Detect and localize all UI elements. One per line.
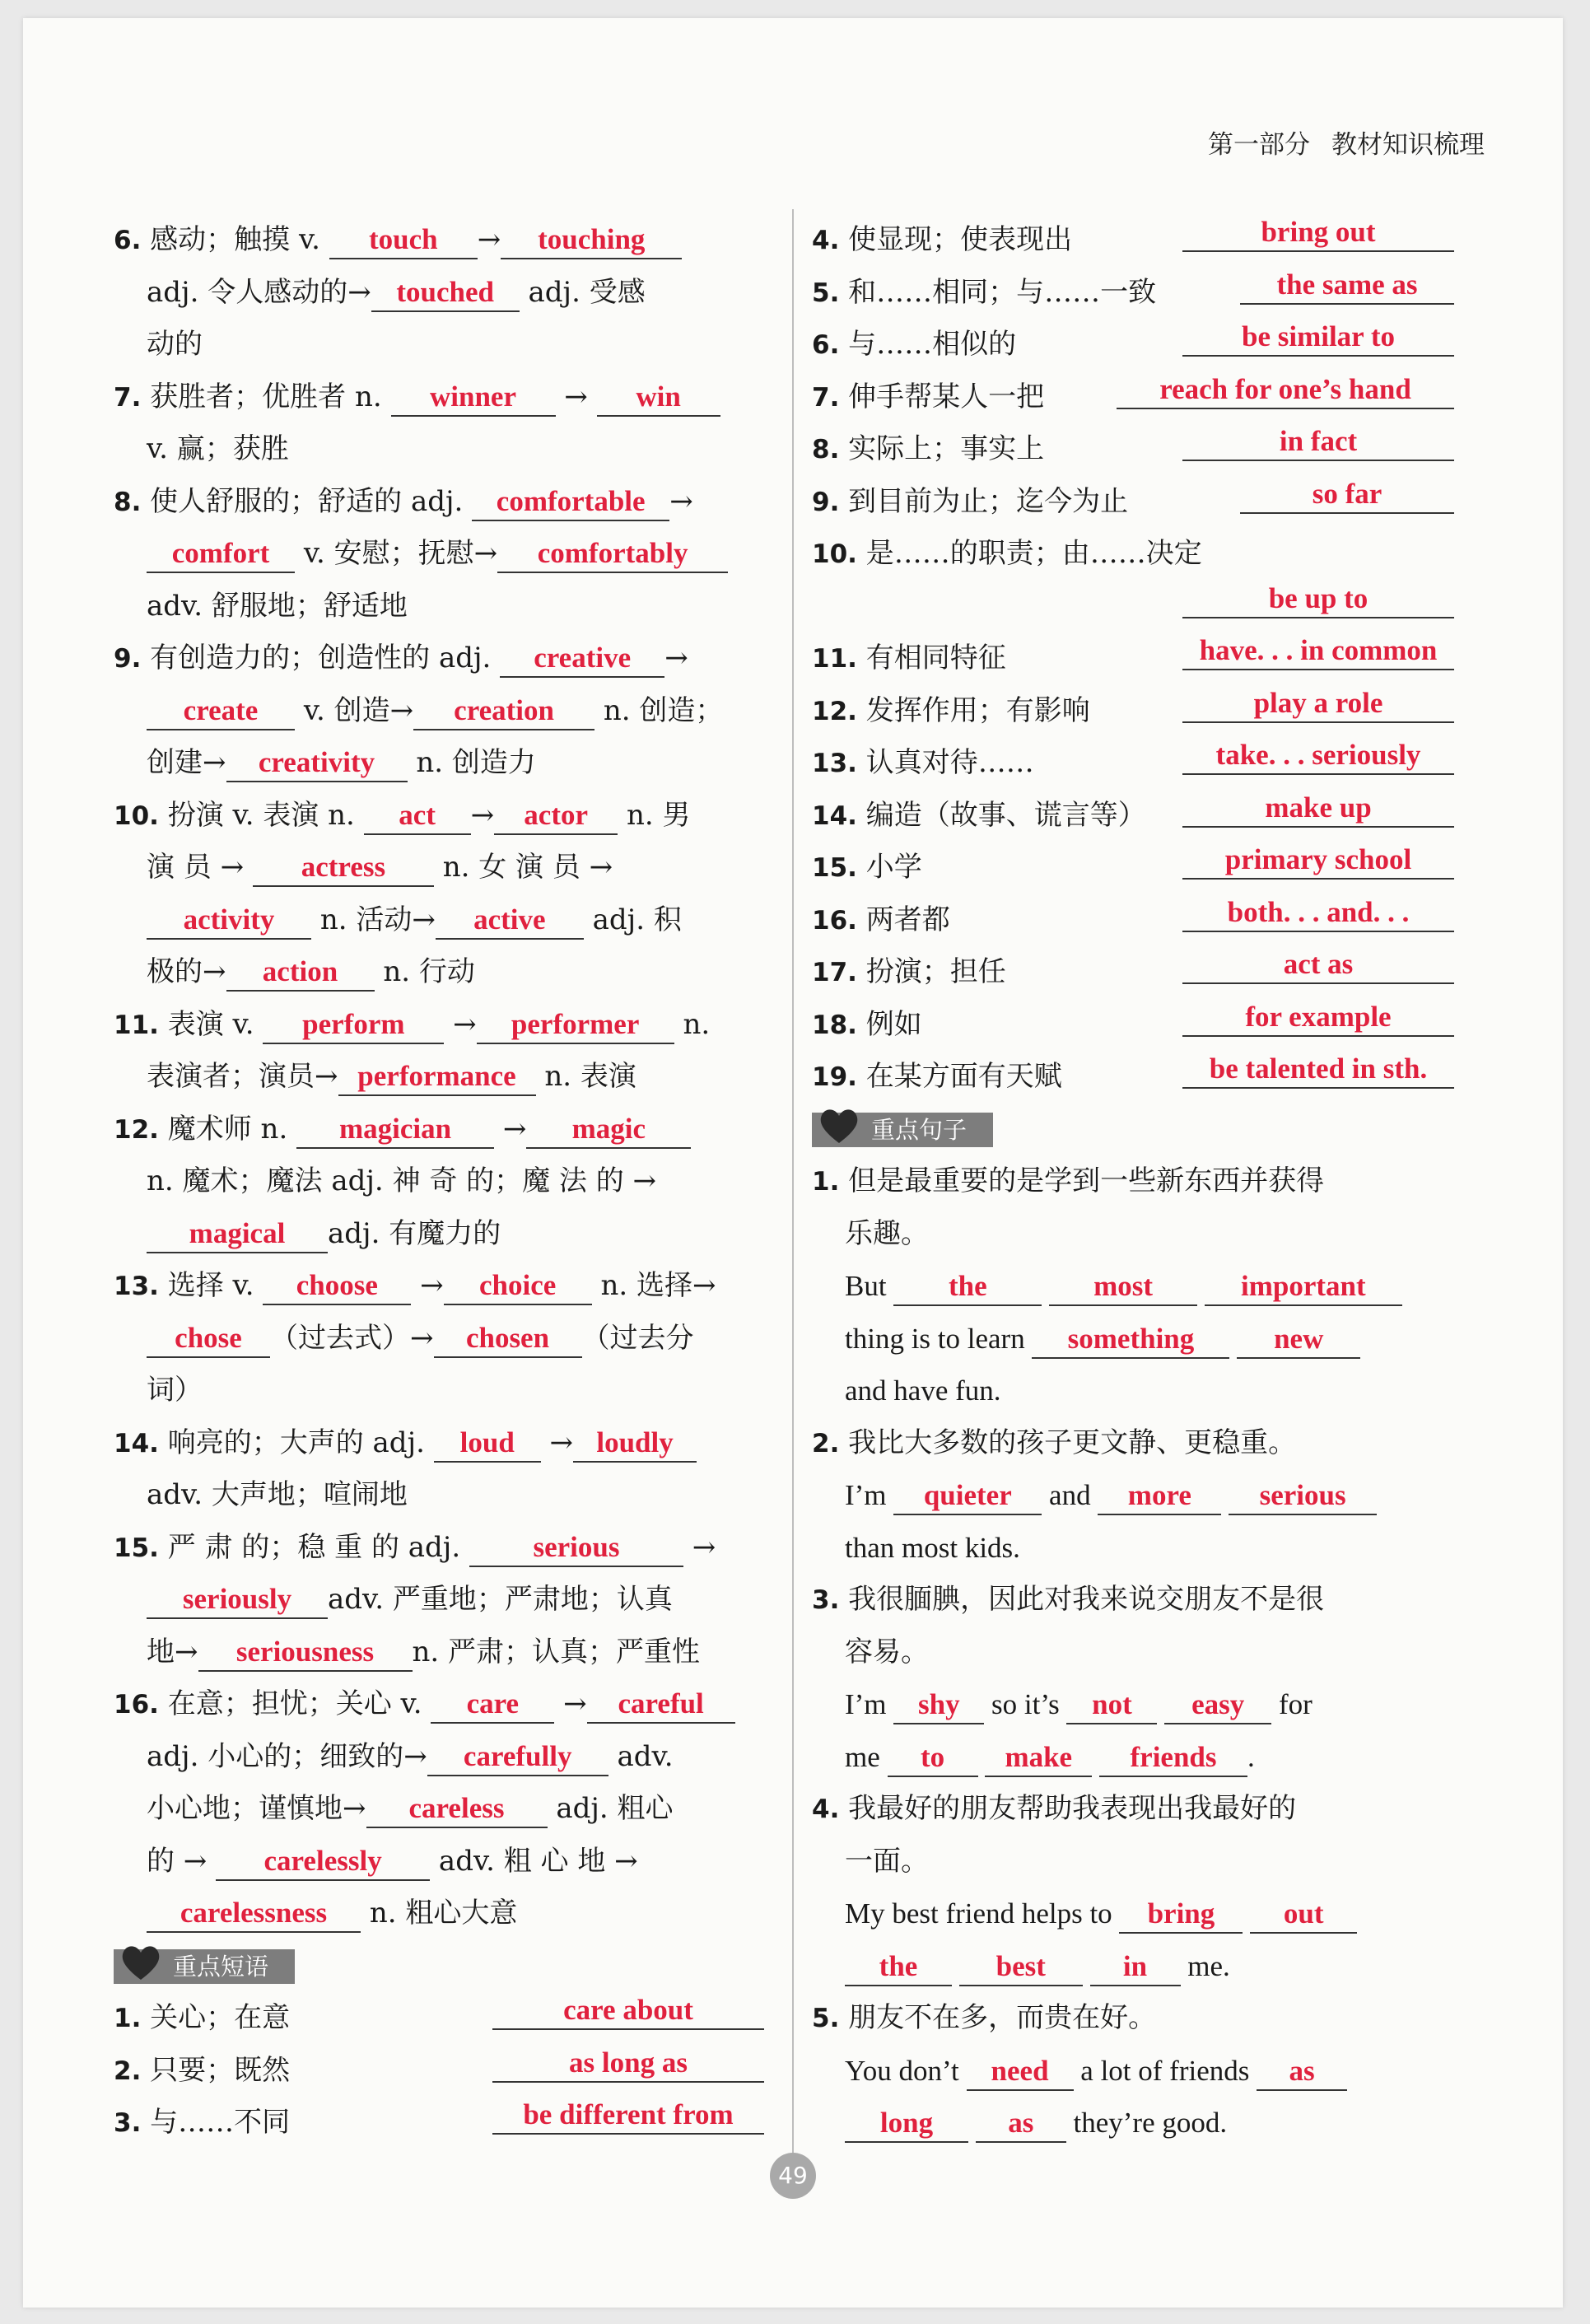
item-text: （过去式）→ — [270, 1321, 434, 1355]
item-number: 15. — [812, 853, 857, 883]
answer-blank: most — [1049, 1268, 1197, 1306]
answer-blank: as long as — [492, 2045, 764, 2083]
sentence-item-5-line2 — [812, 2045, 1454, 2098]
answer-blank: act as — [1182, 946, 1454, 984]
item-number: 8. — [114, 487, 142, 517]
item-text: 动的 — [147, 328, 203, 361]
answer-blank: actor — [494, 797, 618, 835]
word-item-12-line3 — [114, 1208, 764, 1261]
answer-blank: so far — [1240, 476, 1454, 514]
item-text: n. 男 — [626, 798, 691, 832]
answer-blank: primary school — [1182, 842, 1454, 880]
sentence-english: You don’t — [845, 2054, 959, 2087]
answer-blank: make — [985, 1739, 1092, 1777]
answer-blank: be similar to — [1182, 319, 1454, 357]
answer-blank: creativity — [226, 744, 408, 782]
sentence-english: and have fun. — [845, 1374, 1001, 1407]
sentence-item-1-line4 — [812, 1313, 1454, 1365]
answer-blank: as — [1257, 2053, 1347, 2091]
word-item-16-line4 — [114, 1836, 764, 1888]
word-item-13: 13. 选择 v. choose → choice n. 选择→ — [114, 1260, 764, 1313]
word-item-15: 15. 严 肃 的；稳 重 的 adj. serious → — [114, 1522, 764, 1575]
item-text: 伸手帮某人一把 — [848, 380, 1045, 413]
answer-blank: create — [147, 693, 295, 730]
item-number: 3. — [812, 1585, 840, 1615]
item-text: 编造（故事、谎言等） — [865, 798, 1146, 832]
word-item-11-line2 — [114, 1051, 764, 1104]
sentence-english: for — [1278, 1688, 1313, 1720]
word-item-6: 6. 感动；触摸 v. touch → touching — [114, 214, 764, 267]
word-item-8: 8. 使人舒服的；舒适的 adj. comfortable → — [114, 476, 764, 529]
item-number: 9. — [812, 487, 840, 517]
item-text: 有相同特征 — [865, 642, 1006, 674]
answer-blank: choice — [444, 1267, 592, 1305]
item-text: 极的→ — [147, 955, 226, 988]
sentence-item-1-line3 — [812, 1260, 1454, 1313]
answer-blank: serious — [1229, 1477, 1377, 1515]
word-item-7-line2 — [114, 423, 764, 476]
left-column — [114, 214, 764, 2149]
item-text: adj. 有魔力的 — [328, 1216, 501, 1250]
page-header — [1208, 124, 1485, 161]
item-text: 的 → — [147, 1844, 207, 1878]
answer-blank: need — [967, 2053, 1074, 2091]
item-number: 5. — [812, 2004, 840, 2033]
item-text: 在意；担忧；关心 v. — [167, 1687, 422, 1720]
word-item-13-line3 — [114, 1365, 764, 1417]
word-item-15-line2 — [114, 1574, 764, 1626]
item-text: n. 粗心大意 — [369, 1897, 518, 1930]
item-text: 小心地；谨慎地→ — [147, 1792, 366, 1825]
answer-blank: to — [888, 1739, 978, 1777]
answer-blank: carelessness — [147, 1895, 361, 1933]
word-item-14: 14. 响亮的；大声的 adj. loud → loudly — [114, 1417, 764, 1470]
phrase-row — [812, 371, 1454, 424]
answer-blank: seriousness — [198, 1634, 413, 1672]
item-text: 例如 — [865, 1007, 922, 1041]
item-number: 9. — [114, 644, 142, 674]
answer-blank: touch — [329, 222, 478, 259]
answer-blank: action — [226, 954, 375, 992]
sentence-chinese: 我很腼腆，因此对我来说交朋友不是很 — [848, 1583, 1325, 1616]
word-item-16-line3 — [114, 1783, 764, 1836]
heart-icon — [120, 1943, 161, 1982]
phrase-row — [812, 1051, 1454, 1104]
item-number: 4. — [812, 226, 840, 255]
sentence-chinese: 我最好的朋友帮助我表现出我最好的 — [848, 1792, 1297, 1825]
answer-blank: not — [1066, 1687, 1157, 1724]
sentence-item-4 — [812, 1783, 1454, 1836]
answer-blank: long — [845, 2105, 968, 2143]
answer-blank: serious — [469, 1529, 683, 1567]
answer-blank: bring out — [1182, 214, 1454, 252]
page — [23, 18, 1563, 2308]
answer-blank: magic — [526, 1111, 691, 1149]
sentence-chinese: 容易。 — [845, 1635, 929, 1668]
answer-blank: win — [597, 379, 720, 417]
sentence-english: thing is to learn — [845, 1322, 1025, 1355]
answer-blank: performance — [338, 1058, 536, 1096]
answer-blank: something — [1032, 1321, 1229, 1359]
item-text: adj. 积 — [592, 903, 682, 936]
word-item-6-line3 — [114, 319, 764, 371]
answer-blank: carelessly — [216, 1843, 430, 1881]
answer-blank: as — [976, 2105, 1066, 2143]
item-text: 是……的职责；由……决定 — [865, 537, 1202, 570]
item-text: （过去分 — [581, 1321, 694, 1355]
answer-blank: for example — [1182, 999, 1454, 1037]
item-number: 16. — [114, 1690, 159, 1720]
item-number: 19. — [812, 1062, 857, 1092]
header-part: 第一部分 — [1208, 130, 1310, 160]
item-text: 关心；在意 — [150, 2001, 291, 2034]
item-text: 发挥作用；有影响 — [865, 693, 1090, 727]
word-item-7: 7. 获胜者；优胜者 n. winner → win — [114, 371, 764, 424]
phrase-row-answer — [812, 581, 1454, 633]
sentence-item-1-line2 — [812, 1208, 1454, 1261]
phrase-row — [114, 2097, 764, 2149]
word-item-10-line2 — [114, 842, 764, 894]
answer-blank: touching — [501, 222, 682, 259]
phrase-row — [812, 476, 1454, 529]
item-text: 感动；触摸 v. — [150, 223, 320, 256]
item-text: adv. — [617, 1739, 674, 1773]
item-text: adj. 令人感动的→ — [147, 275, 371, 309]
answer-blank: winner — [391, 379, 556, 417]
answer-blank: both. . . and. . . — [1182, 894, 1454, 932]
item-text: 选择 v. — [167, 1269, 254, 1302]
phrase-row — [812, 842, 1454, 894]
answer-blank: reach for one’s hand — [1117, 371, 1454, 409]
item-number: 13. — [114, 1272, 159, 1301]
right-column — [812, 214, 1454, 2149]
item-number: 16. — [812, 905, 857, 936]
item-text: 小学 — [865, 851, 922, 884]
item-number: 10. — [114, 800, 159, 831]
item-text: n. 行动 — [383, 955, 475, 988]
word-item-10-line4 — [114, 946, 764, 999]
answer-blank: in fact — [1182, 423, 1454, 461]
answer-blank: make up — [1182, 790, 1454, 828]
answer-blank: chosen — [434, 1320, 582, 1358]
answer-blank: quieter — [893, 1477, 1042, 1515]
item-text: 地→ — [147, 1635, 198, 1668]
phrase-row — [812, 632, 1454, 685]
sentence-item-2-line2 — [812, 1469, 1454, 1522]
sentence-chinese: 我比大多数的孩子更文静、更稳重。 — [848, 1426, 1297, 1459]
item-text: n. 女 演 员 → — [442, 851, 613, 884]
item-text: v. 安慰；抚慰→ — [303, 537, 498, 570]
answer-blank: activity — [147, 902, 311, 940]
answer-blank: comfortable — [472, 483, 669, 521]
item-text: n. 创造； — [603, 693, 724, 727]
item-number: 14. — [114, 1428, 159, 1458]
answer-blank: new — [1237, 1321, 1360, 1359]
word-item-8-line3 — [114, 581, 764, 633]
item-number: 4. — [812, 1794, 840, 1824]
item-text: 只要；既然 — [150, 2053, 291, 2087]
item-number: 11. — [812, 644, 857, 674]
item-text: 严 肃 的；稳 重 的 adj. — [167, 1530, 461, 1564]
item-text: 使人舒服的；舒适的 adj. — [150, 484, 464, 518]
sentence-item-4-line2 — [812, 1836, 1454, 1888]
header-title: 教材知识梳理 — [1331, 130, 1485, 160]
item-text: v. 创造→ — [303, 693, 414, 727]
answer-blank: be up to — [1182, 581, 1454, 618]
item-text: 与……相似的 — [848, 328, 1017, 361]
item-number: 6. — [812, 330, 840, 360]
item-number: 12. — [114, 1114, 159, 1145]
phrase-row — [812, 214, 1454, 267]
sentence-english: My best friend helps to — [845, 1897, 1112, 1930]
sentence-item-3 — [812, 1574, 1454, 1626]
answer-blank: magician — [296, 1111, 494, 1149]
item-text: 认真对待…… — [865, 746, 1034, 779]
answer-blank: best — [959, 1948, 1083, 1986]
answer-blank: friends — [1099, 1739, 1247, 1777]
item-text: n. 严肃；认真；严重性 — [412, 1635, 701, 1668]
sentence-item-3-line4 — [812, 1731, 1454, 1784]
sentence-english: I’m — [845, 1688, 887, 1720]
word-item-9: 9. 有创造力的；创造性的 adj. creative → — [114, 632, 764, 685]
word-item-9-line2 — [114, 685, 764, 738]
item-text: 扮演 v. 表演 n. — [167, 798, 355, 832]
item-number: 5. — [812, 278, 840, 308]
answer-blank: important — [1205, 1268, 1402, 1306]
item-text: adj. 受感 — [528, 275, 646, 309]
item-number: 18. — [812, 1010, 857, 1040]
item-text: adv. 严重地；严肃地；认真 — [328, 1583, 673, 1616]
sentence-english: I’m — [845, 1479, 887, 1511]
sentence-chinese: 朋友不在多，而贵在好。 — [848, 2001, 1157, 2034]
sentence-item-5 — [812, 1992, 1454, 2045]
sentence-chinese: 但是最重要的是学到一些新东西并获得 — [848, 1164, 1325, 1197]
phrase-row — [812, 737, 1454, 790]
word-item-9-line3 — [114, 737, 764, 790]
word-item-10: 10. 扮演 v. 表演 n. act → actor n. 男 — [114, 790, 764, 842]
item-text: adv. 大声地；喧闹地 — [147, 1478, 408, 1511]
answer-blank: in — [1090, 1948, 1181, 1986]
column-divider — [792, 209, 794, 2177]
sentence-item-2-line3 — [812, 1522, 1454, 1575]
phrase-row — [812, 319, 1454, 371]
word-item-6-line2 — [114, 267, 764, 320]
answer-blank: care about — [492, 1992, 764, 2030]
item-text: 演 员 → — [147, 851, 245, 884]
item-number: 15. — [114, 1533, 159, 1563]
sentence-item-3-line2 — [812, 1626, 1454, 1679]
word-item-10-line3 — [114, 894, 764, 947]
phrase-row — [812, 946, 1454, 999]
sentence-item-1 — [812, 1155, 1454, 1208]
sentence-english: me. — [1187, 1949, 1230, 1982]
word-item-11: 11. 表演 v. perform → performer n. — [114, 999, 764, 1052]
word-item-13-line2 — [114, 1313, 764, 1365]
answer-blank: loudly — [573, 1425, 697, 1463]
item-text: 表演者；演员→ — [147, 1060, 338, 1093]
item-text: 两者都 — [865, 903, 950, 936]
phrase-row — [812, 999, 1454, 1052]
sentence-english: so it’s — [991, 1688, 1060, 1720]
item-number: 1. — [812, 1167, 840, 1197]
item-text: n. — [683, 1007, 711, 1041]
item-text: n. 表演 — [544, 1060, 636, 1093]
item-number: 6. — [114, 226, 142, 255]
phrase-row — [812, 894, 1454, 947]
answer-blank: careless — [366, 1790, 548, 1828]
sentence-english: than most kids. — [845, 1531, 1020, 1564]
item-number: 14. — [812, 800, 857, 831]
sentence-item-4-line3 — [812, 1888, 1454, 1940]
answer-blank: active — [436, 902, 584, 940]
answer-blank: more — [1098, 1477, 1221, 1515]
answer-blank: touched — [371, 274, 520, 312]
word-item-12-line2 — [114, 1155, 764, 1208]
phrase-row — [812, 423, 1454, 476]
item-text: 和……相同；与……一致 — [848, 275, 1157, 309]
item-number: 13. — [812, 749, 857, 778]
sentence-chinese: 一面。 — [845, 1844, 929, 1878]
answer-blank: comfort — [147, 535, 295, 573]
sentence-english: But — [845, 1270, 887, 1302]
item-number: 2. — [114, 2056, 142, 2086]
sentence-chinese: 乐趣。 — [845, 1216, 929, 1250]
word-item-12: 12. 魔术师 n. magician → magic — [114, 1104, 764, 1156]
section-key-phrases — [114, 1940, 764, 1993]
item-text: 创建→ — [147, 746, 226, 779]
answer-blank: choose — [263, 1267, 411, 1305]
answer-blank: comfortably — [497, 535, 728, 573]
answer-blank: loud — [434, 1425, 541, 1463]
item-text: n. 活动→ — [319, 903, 436, 936]
sentence-item-3-line3 — [812, 1678, 1454, 1731]
item-text: n. 创造力 — [416, 746, 536, 779]
item-text: n. 魔术；魔法 adj. 神 奇 的；魔 法 的 → — [147, 1164, 657, 1197]
item-number: 17. — [812, 958, 857, 987]
item-text: 表演 v. — [167, 1007, 254, 1041]
item-text: 实际上；事实上 — [848, 432, 1045, 465]
section-key-sentences — [812, 1104, 1454, 1156]
answer-blank: perform — [263, 1006, 444, 1044]
item-number: 10. — [812, 539, 857, 569]
heart-icon — [818, 1106, 860, 1146]
answer-blank: careful — [587, 1686, 735, 1724]
item-text: 词） — [147, 1374, 203, 1407]
answer-blank: performer — [477, 1006, 674, 1044]
item-number: 7. — [114, 382, 142, 413]
item-number: 12. — [812, 696, 857, 726]
phrase-row — [812, 528, 1454, 581]
section-title — [114, 1949, 295, 1984]
sentence-english: they’re good. — [1073, 2107, 1228, 2139]
answer-blank: magical — [147, 1216, 328, 1253]
answer-blank: actress — [253, 849, 434, 887]
section-title-text: 重点句子 — [871, 1115, 968, 1144]
item-text: 响亮的；大声的 adj. — [167, 1426, 425, 1459]
item-number: 8. — [812, 435, 840, 464]
answer-blank: creative — [500, 640, 664, 678]
answer-blank: creation — [413, 693, 595, 730]
item-text: 使显现；使表现出 — [848, 223, 1073, 256]
word-item-16-line5 — [114, 1888, 764, 1940]
item-text: adv. 粗 心 地 → — [438, 1844, 638, 1878]
word-item-14-line2 — [114, 1469, 764, 1522]
answer-blank: be different from — [492, 2097, 764, 2135]
item-text: v. 赢；获胜 — [147, 432, 289, 465]
item-text: n. 选择→ — [600, 1269, 716, 1302]
item-text: 魔术师 n. — [167, 1112, 288, 1146]
answer-blank: chose — [147, 1320, 270, 1358]
phrase-row — [114, 2045, 764, 2098]
word-item-8-line2 — [114, 528, 764, 581]
item-number: 11. — [114, 1010, 159, 1040]
item-text: 有创造力的；创造性的 adj. — [150, 642, 492, 674]
item-number: 1. — [114, 2004, 142, 2033]
item-text: adj. 粗心 — [556, 1792, 674, 1825]
word-item-15-line3 — [114, 1626, 764, 1679]
answer-blank: seriously — [147, 1581, 328, 1619]
answer-blank: easy — [1164, 1687, 1271, 1724]
phrase-row — [812, 685, 1454, 738]
answer-blank: have. . . in common — [1182, 632, 1454, 670]
phrase-row — [812, 790, 1454, 842]
answer-blank: shy — [893, 1687, 984, 1724]
answer-blank: out — [1250, 1896, 1357, 1934]
item-text: 在某方面有天赋 — [865, 1060, 1062, 1093]
phrase-row — [812, 267, 1454, 320]
item-text: adv. 舒服地；舒适地 — [147, 589, 408, 623]
sentence-english: a lot of friends — [1080, 2054, 1250, 2087]
sentence-item-2 — [812, 1417, 1454, 1470]
answer-blank: care — [431, 1686, 554, 1724]
sentence-english: and — [1049, 1479, 1091, 1511]
item-text: adj. 小心的；细致的→ — [147, 1739, 427, 1773]
answer-blank: play a role — [1182, 685, 1454, 723]
item-text: 扮演；担任 — [865, 955, 1006, 988]
sentence-item-1-line5 — [812, 1365, 1454, 1417]
section-title-text: 重点短语 — [173, 1952, 269, 1981]
item-text: 与……不同 — [150, 2106, 291, 2139]
answer-blank: the — [845, 1948, 952, 1986]
sentence-english: . — [1247, 1740, 1255, 1773]
item-number: 7. — [812, 382, 840, 413]
word-item-16: 16. 在意；担忧；关心 v. care → careful — [114, 1678, 764, 1731]
sentence-item-5-line3 — [812, 2097, 1454, 2149]
section-title — [812, 1113, 993, 1147]
item-number: 2. — [812, 1428, 840, 1458]
answer-blank: the — [893, 1268, 1042, 1306]
item-number: 3. — [114, 2108, 142, 2138]
sentence-item-4-line4 — [812, 1940, 1454, 1993]
answer-blank: carefully — [427, 1738, 608, 1776]
word-item-16-line2 — [114, 1731, 764, 1784]
item-text: 到目前为止；迄今为止 — [848, 484, 1129, 518]
item-text: 获胜者；优胜者 n. — [150, 380, 382, 413]
phrase-row — [114, 1992, 764, 2045]
sentence-english: me — [845, 1740, 880, 1773]
answer-blank: be talented in sth. — [1182, 1051, 1454, 1089]
page-number: 49 — [770, 2153, 816, 2199]
answer-blank: bring — [1119, 1896, 1243, 1934]
answer-blank: take. . . seriously — [1182, 737, 1454, 775]
answer-blank: the same as — [1240, 267, 1454, 305]
answer-blank: act — [364, 797, 471, 835]
